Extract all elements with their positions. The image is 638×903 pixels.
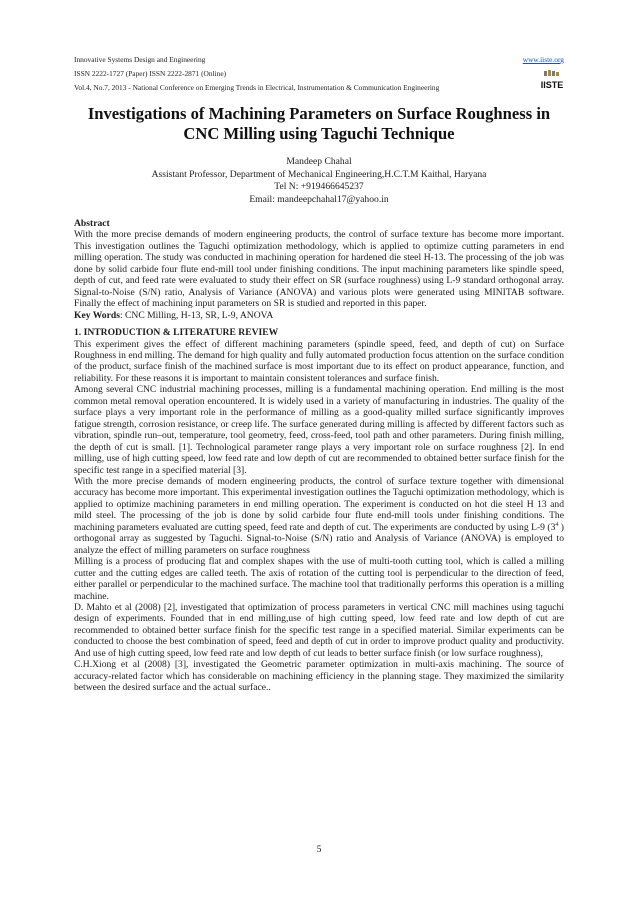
section-1-paragraph-2: Among several CNC industrial machining processes, milling is a fundamental machining operation. End milling is the most common metal removal operation encountered. It is widely used in a variety of manufacturing in industries. The quality of the surface plays a very important role in the performance of milling as a good-quality milled surface significantly improves fatigue strength, corrosion resistance, or creep life. The surface generated during milling is affected by different factors such as vibration, spindle run–out, temperature, tool geometry, feed, cross-feed, tool path and other parameters. During finish milling, the depth of cut is small. [1]. Technological parameter range plays a very important role on surface roughness [2]. In end milling, use of high cutting speed, low feed rate and low depth of cut are recommended to obtained better surface finish for the specific test range in a specified material [3].	[74, 384, 564, 476]
author-block	[66, 156, 572, 206]
paragraph-3-superscript: 4	[555, 521, 559, 528]
author-phone: Tel N: +919466645237	[274, 181, 364, 192]
header-row-issn	[74, 67, 564, 81]
journal-name: Innovative Systems Design and Engineering	[74, 55, 206, 64]
header-row-volume	[74, 81, 564, 95]
paper-title	[66, 104, 572, 144]
author-name: Mandeep Chahal	[286, 156, 352, 167]
section-1-paragraph-3	[74, 476, 564, 556]
title-line-2: CNC Milling using Taguchi Technique	[183, 124, 455, 143]
journal-volume: Vol.4, No.7, 2013 - National Conference on Emerging Trends in Electrical, Instrumentation & Communication Engineering	[74, 83, 440, 92]
paragraph-3-part-a: With the more precise demands of modern engineering products, the control of surface texture together with dimensional accuracy has become more important. This experimental investigation outlines the Taguchi optimization methodology, which is applied to optimize machining parameters in end milling operation. The experiment is conducted on hot die steel H 13 and mild steel. The processing of the job is done by solid carbide four flute end-mill tools under finishing conditions. The machining parameters evaluated are cutting speed, feed rate and depth of cut. The experiments are conducted by using L-9 (3	[74, 475, 564, 533]
abstract-heading: Abstract	[74, 218, 110, 229]
abstract-text: With the more precise demands of modern engineering products, the control of surface texture has become more important. This investigation outlines the Taguchi optimization methodology, which is applied to optimize cutting parameters in end milling operation. The study was conducted in machining operation for hardened die steel H-13. The processing of the job was done by solid carbide four flute end-mill tool under finishing conditions. The input machining parameters like spindle speed, depth of cut, and feed rate were evaluated to study their effect on SR (surface roughness) using L-9 standard orthogonal array. Signal-to-Noise (S/N) ratio, Analysis of Variance (ANOVA) and various plots were generated using MINITAB software. Finally the effect of machining input parameters on SR is studied and reported in this paper.	[74, 229, 564, 310]
header-row-journal	[74, 53, 564, 67]
keywords-values: : CNC Milling, H-13, SR, L-9, ANOVA	[119, 309, 274, 321]
paper-body	[74, 218, 564, 694]
keywords-label: Key Words	[74, 309, 120, 321]
iiste-logo	[540, 70, 564, 92]
title-line-1: Investigations of Machining Parameters on Surface Roughness in	[87, 104, 551, 123]
paragraph-3-part-b: ) orthogonal array as suggested by Taguchi. Signal-to-Noise (S/N) ratio and Analysis of Variance (ANOVA) is employed to analyze the effect of milling parameters on surface roughness	[74, 521, 565, 556]
journal-url-link[interactable]: www.iiste.org	[522, 55, 564, 64]
section-1-heading: 1. INTRODUCTION & LITERATURE REVIEW	[74, 327, 279, 339]
svg-text:IISTE: IISTE	[540, 80, 564, 90]
author-affiliation: Assistant Professor, Department of Mechanical Engineering,H.C.T.M Kaithal, Haryana	[151, 168, 487, 180]
section-1-paragraph-4: Milling is a process of producing flat and complex shapes with the use of multi-tooth cutting tool, which is called a milling cutter and the cutting edges are called teeth. The axis of rotation of the cutting tool is perpendicular to the direction of feed, either parallel or perpendicular to the machined surface. The machine tool that traditionally performs this operation is a milling machine.	[74, 556, 564, 602]
section-1-paragraph-6: C.H.Xiong et al (2008) [3], investigated the Geometric parameter optimization in multi-axis machining. The source of accuracy-related factor which has considerable on machining efficiency in the planning stage. They maximized the similarity between the desired surface and the actual surface..	[74, 659, 564, 694]
page-number: 5	[316, 844, 322, 855]
section-1-paragraph-5: D. Mahto et al (2008) [2], investigated that optimization of process parameters in vertical CNC mill machines using taguchi design of experiments. Founded that in end milling,use of high cutting speed, low feed rate and low depth of cut are recommended to obtained better surface finish for the specific test range in a specified material. Similar experiments can be conducted to choose the best combination of speed, feed and depth of cut in order to improve product quality and productivity. And use of high cutting speed, low feed rate and low depth of cut leads to better surface finish (or low surface roughness),	[74, 601, 564, 659]
journal-issn: ISSN 2222-1727 (Paper) ISSN 2222-2871 (Online)	[74, 69, 227, 78]
journal-header	[74, 53, 564, 95]
keywords-line	[74, 310, 564, 321]
author-email: Email: mandeepchahal17@yahoo.in	[249, 193, 389, 205]
section-1-paragraph-1: This experiment gives the effect of different machining parameters (spindle speed, feed, and depth of cut) on Surface Roughness in end milling. The demand for high quality and fully automated production focus attention on the surface condition of the product, surface finish of the machined surface is most important due to its effect on product appearance, function, and reliability. For these reasons it is important to maintain consistent tolerances and surface finish.	[74, 338, 564, 384]
